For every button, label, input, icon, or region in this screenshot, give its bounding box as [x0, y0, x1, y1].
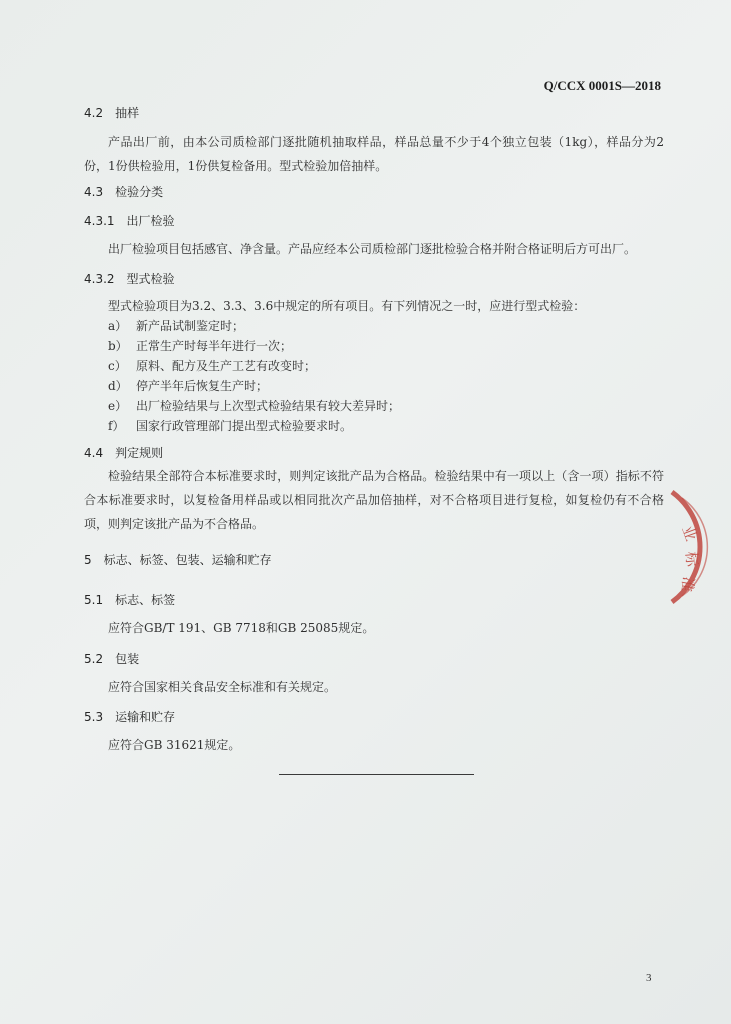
list-item	[108, 396, 400, 416]
list-item-label: b）	[108, 339, 128, 353]
section-title: 判定规则	[115, 446, 164, 460]
section-5-3-body: 应符合GB 31621规定。	[108, 738, 241, 752]
section-number: 4.3	[84, 185, 104, 199]
section-number: 4.2	[84, 106, 104, 120]
seal-graphic	[620, 480, 731, 610]
section-number: 4.3.1	[84, 214, 115, 228]
section-number: 5.2	[84, 652, 104, 666]
seal-char-3: 准	[677, 575, 698, 594]
section-number: 5.1	[84, 593, 104, 607]
list-item-label: c）	[108, 359, 127, 373]
section-number: 4.3.2	[84, 272, 115, 286]
list-item	[108, 416, 400, 436]
section-4-3-2-body: 型式检验项目为3.2、3.3、3.6中规定的所有项目。有下列情况之一时，应进行型式检验：	[108, 299, 586, 313]
section-4-2-body: 产品出厂前，由本公司质检部门逐批随机抽取样品，样品总量不少于4个独立包装（1kg），样品分为2份，1份供检验用，1份供复检备用。型式检验加倍抽样。	[84, 135, 664, 173]
section-4-2-heading	[84, 104, 139, 121]
section-title: 抽样	[115, 106, 140, 120]
section-4-4-body: 检验结果全部符合本标准要求时，则判定该批产品为合格品。检验结果中有一项以上（含一项）指标不符合本标准要求时，以复检备用样品或以相同批次产品加倍抽样，对不合格项目进行复检，如复检仍有不合格项，则判定该批产品为不合格品。	[84, 469, 664, 531]
list-item	[108, 336, 400, 356]
section-title: 标志、标签、包装、运输和贮存	[103, 553, 272, 567]
section-5-2-heading	[84, 650, 139, 667]
list-item	[108, 356, 400, 376]
inspection-conditions-list	[108, 316, 400, 436]
document-code: Q/CCX 0001S—2018	[543, 78, 661, 93]
list-item-label: f）	[108, 419, 125, 433]
section-4-3-2-heading	[84, 270, 175, 287]
list-item-label: a）	[108, 319, 128, 333]
section-number: 4.4	[84, 446, 104, 460]
section-5-2-body: 应符合国家相关食品安全标准和有关规定。	[108, 680, 337, 694]
section-title: 运输和贮存	[115, 710, 176, 724]
section-5-1-heading	[84, 591, 175, 608]
section-4-3-heading	[84, 183, 163, 200]
section-number: 5.3	[84, 710, 104, 724]
section-title: 出厂检验	[126, 214, 175, 228]
page-number: 3	[646, 972, 652, 984]
list-item-label: e）	[108, 399, 128, 413]
section-title: 型式检验	[126, 272, 175, 286]
seal-char-2: 标	[682, 550, 702, 568]
list-item	[108, 316, 400, 336]
list-item-text: 出厂检验结果与上次型式检验结果有较大差异时；	[136, 399, 401, 413]
end-of-document-rule	[279, 774, 474, 775]
list-item-label: d）	[108, 379, 128, 393]
list-item-text: 正常生产时每半年进行一次；	[136, 339, 293, 353]
section-5-3-heading	[84, 708, 175, 725]
list-item-text: 国家行政管理部门提出型式检验要求时。	[136, 419, 353, 433]
section-title: 包装	[115, 652, 140, 666]
list-item-text: 新产品试制鉴定时；	[136, 319, 245, 333]
list-item	[108, 376, 400, 396]
section-4-3-1-heading	[84, 212, 175, 229]
list-item-text: 原料、配方及生产工艺有改变时；	[136, 359, 317, 373]
section-4-3-1-body: 出厂检验项目包括感官、净含量。产品应经本公司质检部门逐批检验合格并附合格证明后方可出厂。	[108, 242, 637, 256]
seal-char-1: 业	[678, 523, 701, 544]
section-5-heading	[84, 551, 272, 568]
official-seal-stamp	[620, 480, 731, 610]
section-4-4-heading	[84, 444, 163, 461]
section-5-1-body: 应符合GB/T 191、GB 7718和GB 25085规定。	[108, 621, 375, 635]
section-title: 标志、标签	[115, 593, 176, 607]
list-item-text: 停产半年后恢复生产时；	[136, 379, 269, 393]
section-title: 检验分类	[115, 185, 164, 199]
section-number: 5	[84, 553, 92, 567]
